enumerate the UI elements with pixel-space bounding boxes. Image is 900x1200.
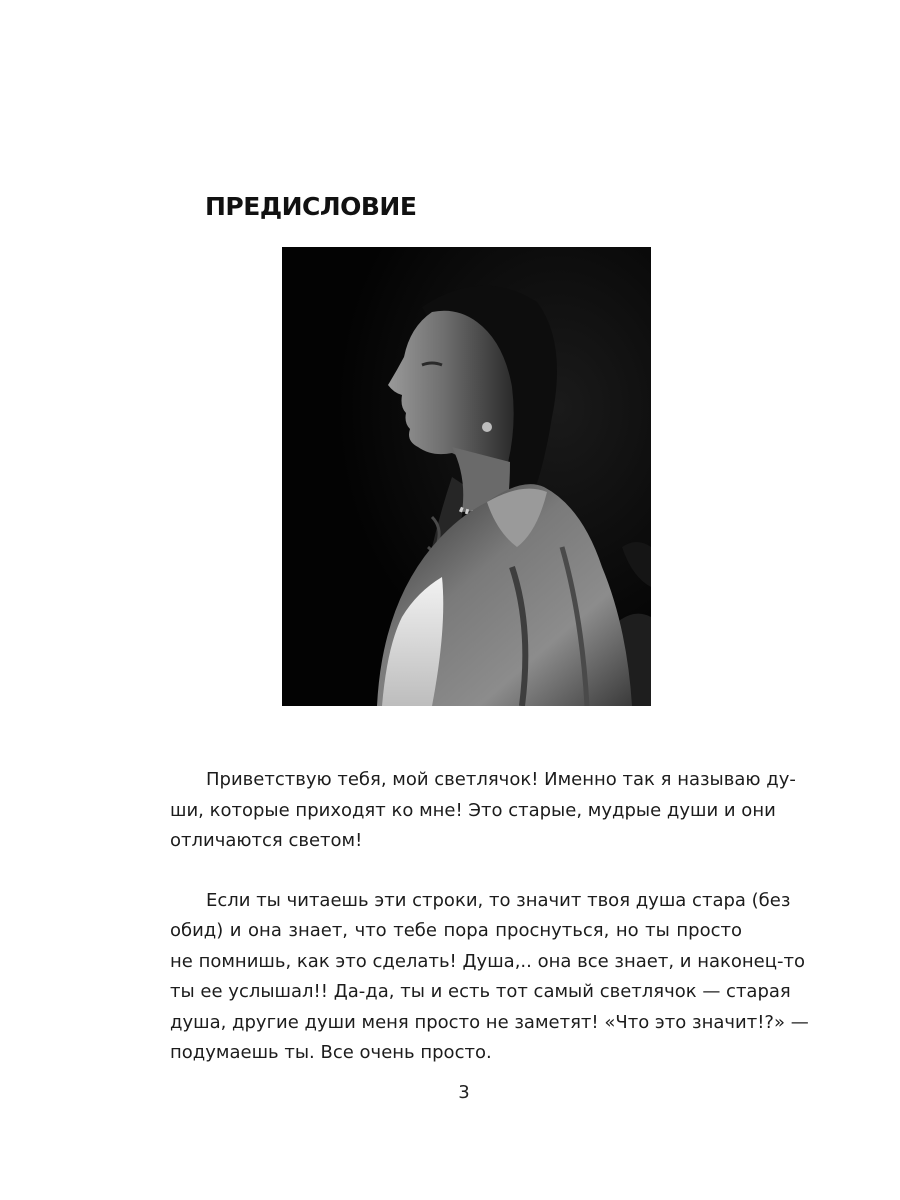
text-line: отличаются светом! [170,830,363,851]
text-line: Приветствую тебя, мой светлячок! Именно так я называю ду- [206,769,796,790]
page-number: 3 [458,1082,470,1103]
text-line: душа, другие души меня просто не заметят! «Что это значит!?» — [170,1011,809,1033]
text-line: обид) и она знает, что тебе пора проснуться, но ты просто [170,920,742,941]
text-line: ши, которые приходят ко мне! Это старые, мудрые души и они [170,799,776,821]
preface-text [170,765,809,1069]
paragraph [170,765,796,857]
text-line: не помнишь, как это сделать! Душа,.. она все знает, и наконец-то [170,950,805,972]
portrait-image [282,247,651,706]
author-portrait-photo [282,247,651,706]
text-line: подумаешь ты. Все очень просто. [170,1042,492,1063]
paragraph [170,886,809,1069]
text-line: Если ты читаешь эти строки, то значит твоя душа стара (без [206,889,791,911]
text-line: ты ее услышал!! Да-да, ты и есть тот самый светлячок — старая [170,981,791,1002]
page-heading: ПРЕДИСЛОВИЕ [205,192,417,221]
